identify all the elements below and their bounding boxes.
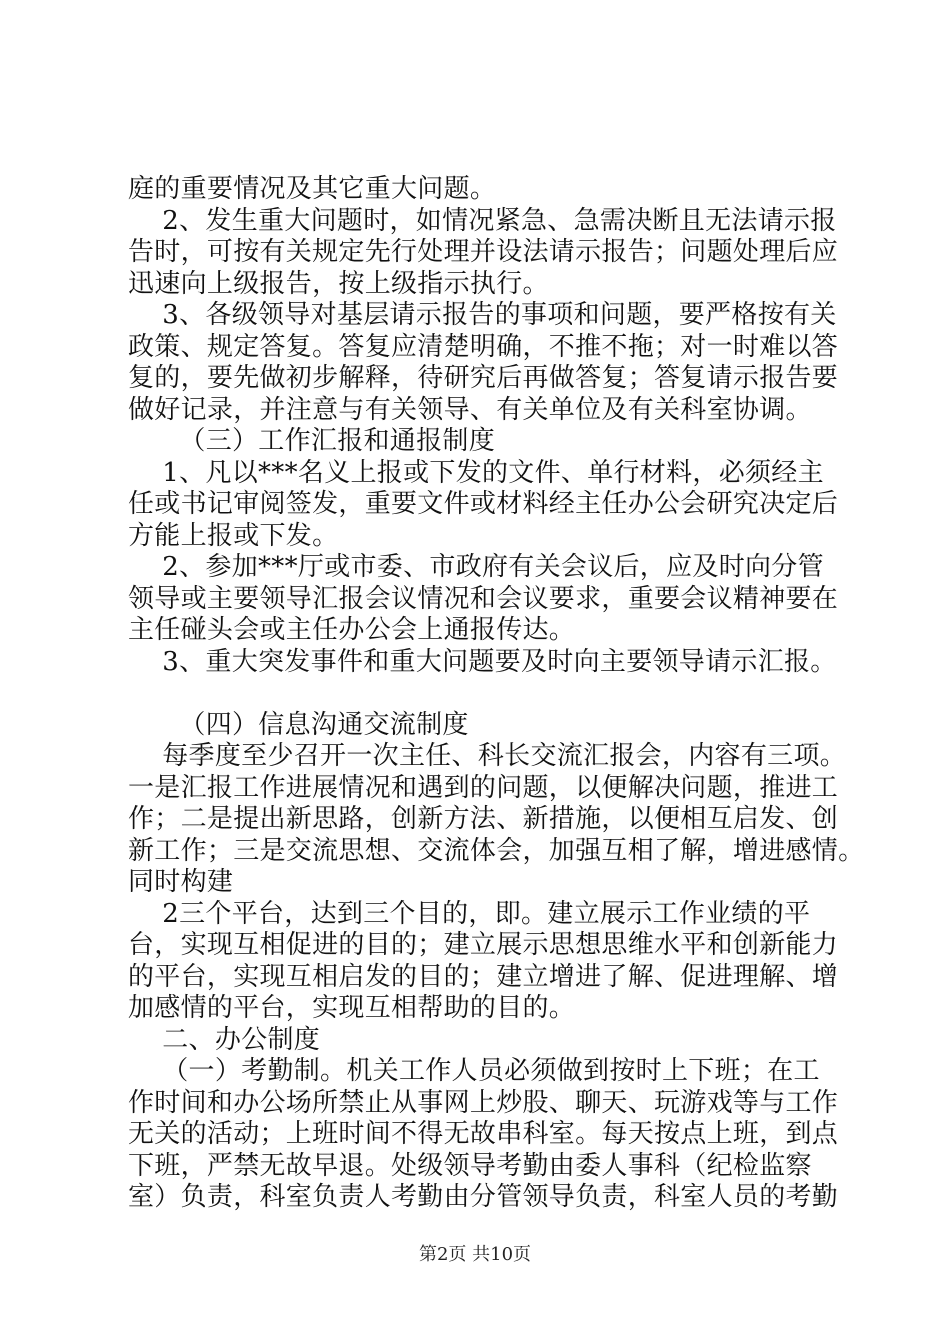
- section-heading: （三）工作汇报和通报制度: [128, 426, 495, 456]
- text-line: （一）考勤制。机关工作人员必须做到按时上下班；在工: [128, 1056, 820, 1086]
- text-line: 方能上报或下发。: [128, 521, 339, 551]
- text-line: 作时间和办公场所禁止从事网上炒股、聊天、玩游戏等与工作: [128, 1088, 839, 1118]
- text-line: 迅速向上级报告，按上级指示执行。: [128, 269, 549, 299]
- text-line: 政策、规定答复。答复应清楚明确，不推不拖；对一时难以答: [128, 332, 839, 362]
- text-line: 每季度至少召开一次主任、科长交流汇报会，内容有三项。: [128, 741, 847, 771]
- text-line: 台，实现互相促进的目的；建立展示思想思维水平和创新能力: [128, 930, 839, 960]
- text-line: 无关的活动；上班时间不得无故串科室。每天按点上班，到点: [128, 1119, 839, 1149]
- text-line: 复的，要先做初步解释，待研究后再做答复；答复请示报告要: [128, 363, 839, 393]
- text-line: 同时构建: [128, 867, 234, 897]
- text-line: 3、重大突发事件和重大问题要及时向主要领导请示汇报。: [128, 647, 837, 677]
- section-heading: （四）信息沟通交流制度: [128, 710, 469, 740]
- text-line: 作；二是提出新思路，创新方法、新措施，以便相互启发、创: [128, 804, 839, 834]
- text-line: 领导或主要领导汇报会议情况和会议要求，重要会议精神要在: [128, 584, 839, 614]
- text-line: 做好记录，并注意与有关领导、有关单位及有关科室协调。: [128, 395, 812, 425]
- text-line: 1、凡以***名义上报或下发的文件、单行材料，必须经主: [128, 458, 824, 488]
- text-line: 庭的重要情况及其它重大问题。: [128, 174, 497, 204]
- section-heading: 二、办公制度: [128, 1025, 321, 1055]
- text-line: 下班，严禁无故早退。处级领导考勤由委人事科（纪检监察: [128, 1151, 812, 1181]
- text-line: 主任碰头会或主任办公会上通报传达。: [128, 615, 576, 645]
- text-line: 室）负责，科室负责人考勤由分管领导负责，科室人员的考勤: [128, 1182, 839, 1212]
- text-line: 3、各级领导对基层请示报告的事项和问题，要严格按有关: [128, 300, 837, 330]
- text-line: 告时，可按有关规定先行处理并设法请示报告；问题处理后应: [128, 237, 839, 267]
- text-line: 新工作；三是交流思想、交流体会，加强互相了解，增进感情。: [128, 836, 865, 866]
- text-line: 2、发生重大问题时，如情况紧急、急需决断且无法请示报: [128, 206, 837, 236]
- text-line: 的平台，实现互相启发的目的；建立增进了解、促进理解、增: [128, 962, 839, 992]
- page-number-footer: 第2页 共10页: [418, 1244, 532, 1265]
- text-line: 2三个平台，达到三个目的，即。建立展示工作业绩的平: [128, 899, 811, 929]
- text-line: 任或书记审阅签发，重要文件或材料经主任办公会研究决定后: [128, 489, 839, 519]
- text-line: 加感情的平台，实现互相帮助的目的。: [128, 993, 576, 1023]
- text-line: 一是汇报工作进展情况和遇到的问题，以便解决问题，推进工: [128, 773, 839, 803]
- text-line: 2、参加***厅或市委、市政府有关会议后，应及时向分管: [128, 552, 824, 582]
